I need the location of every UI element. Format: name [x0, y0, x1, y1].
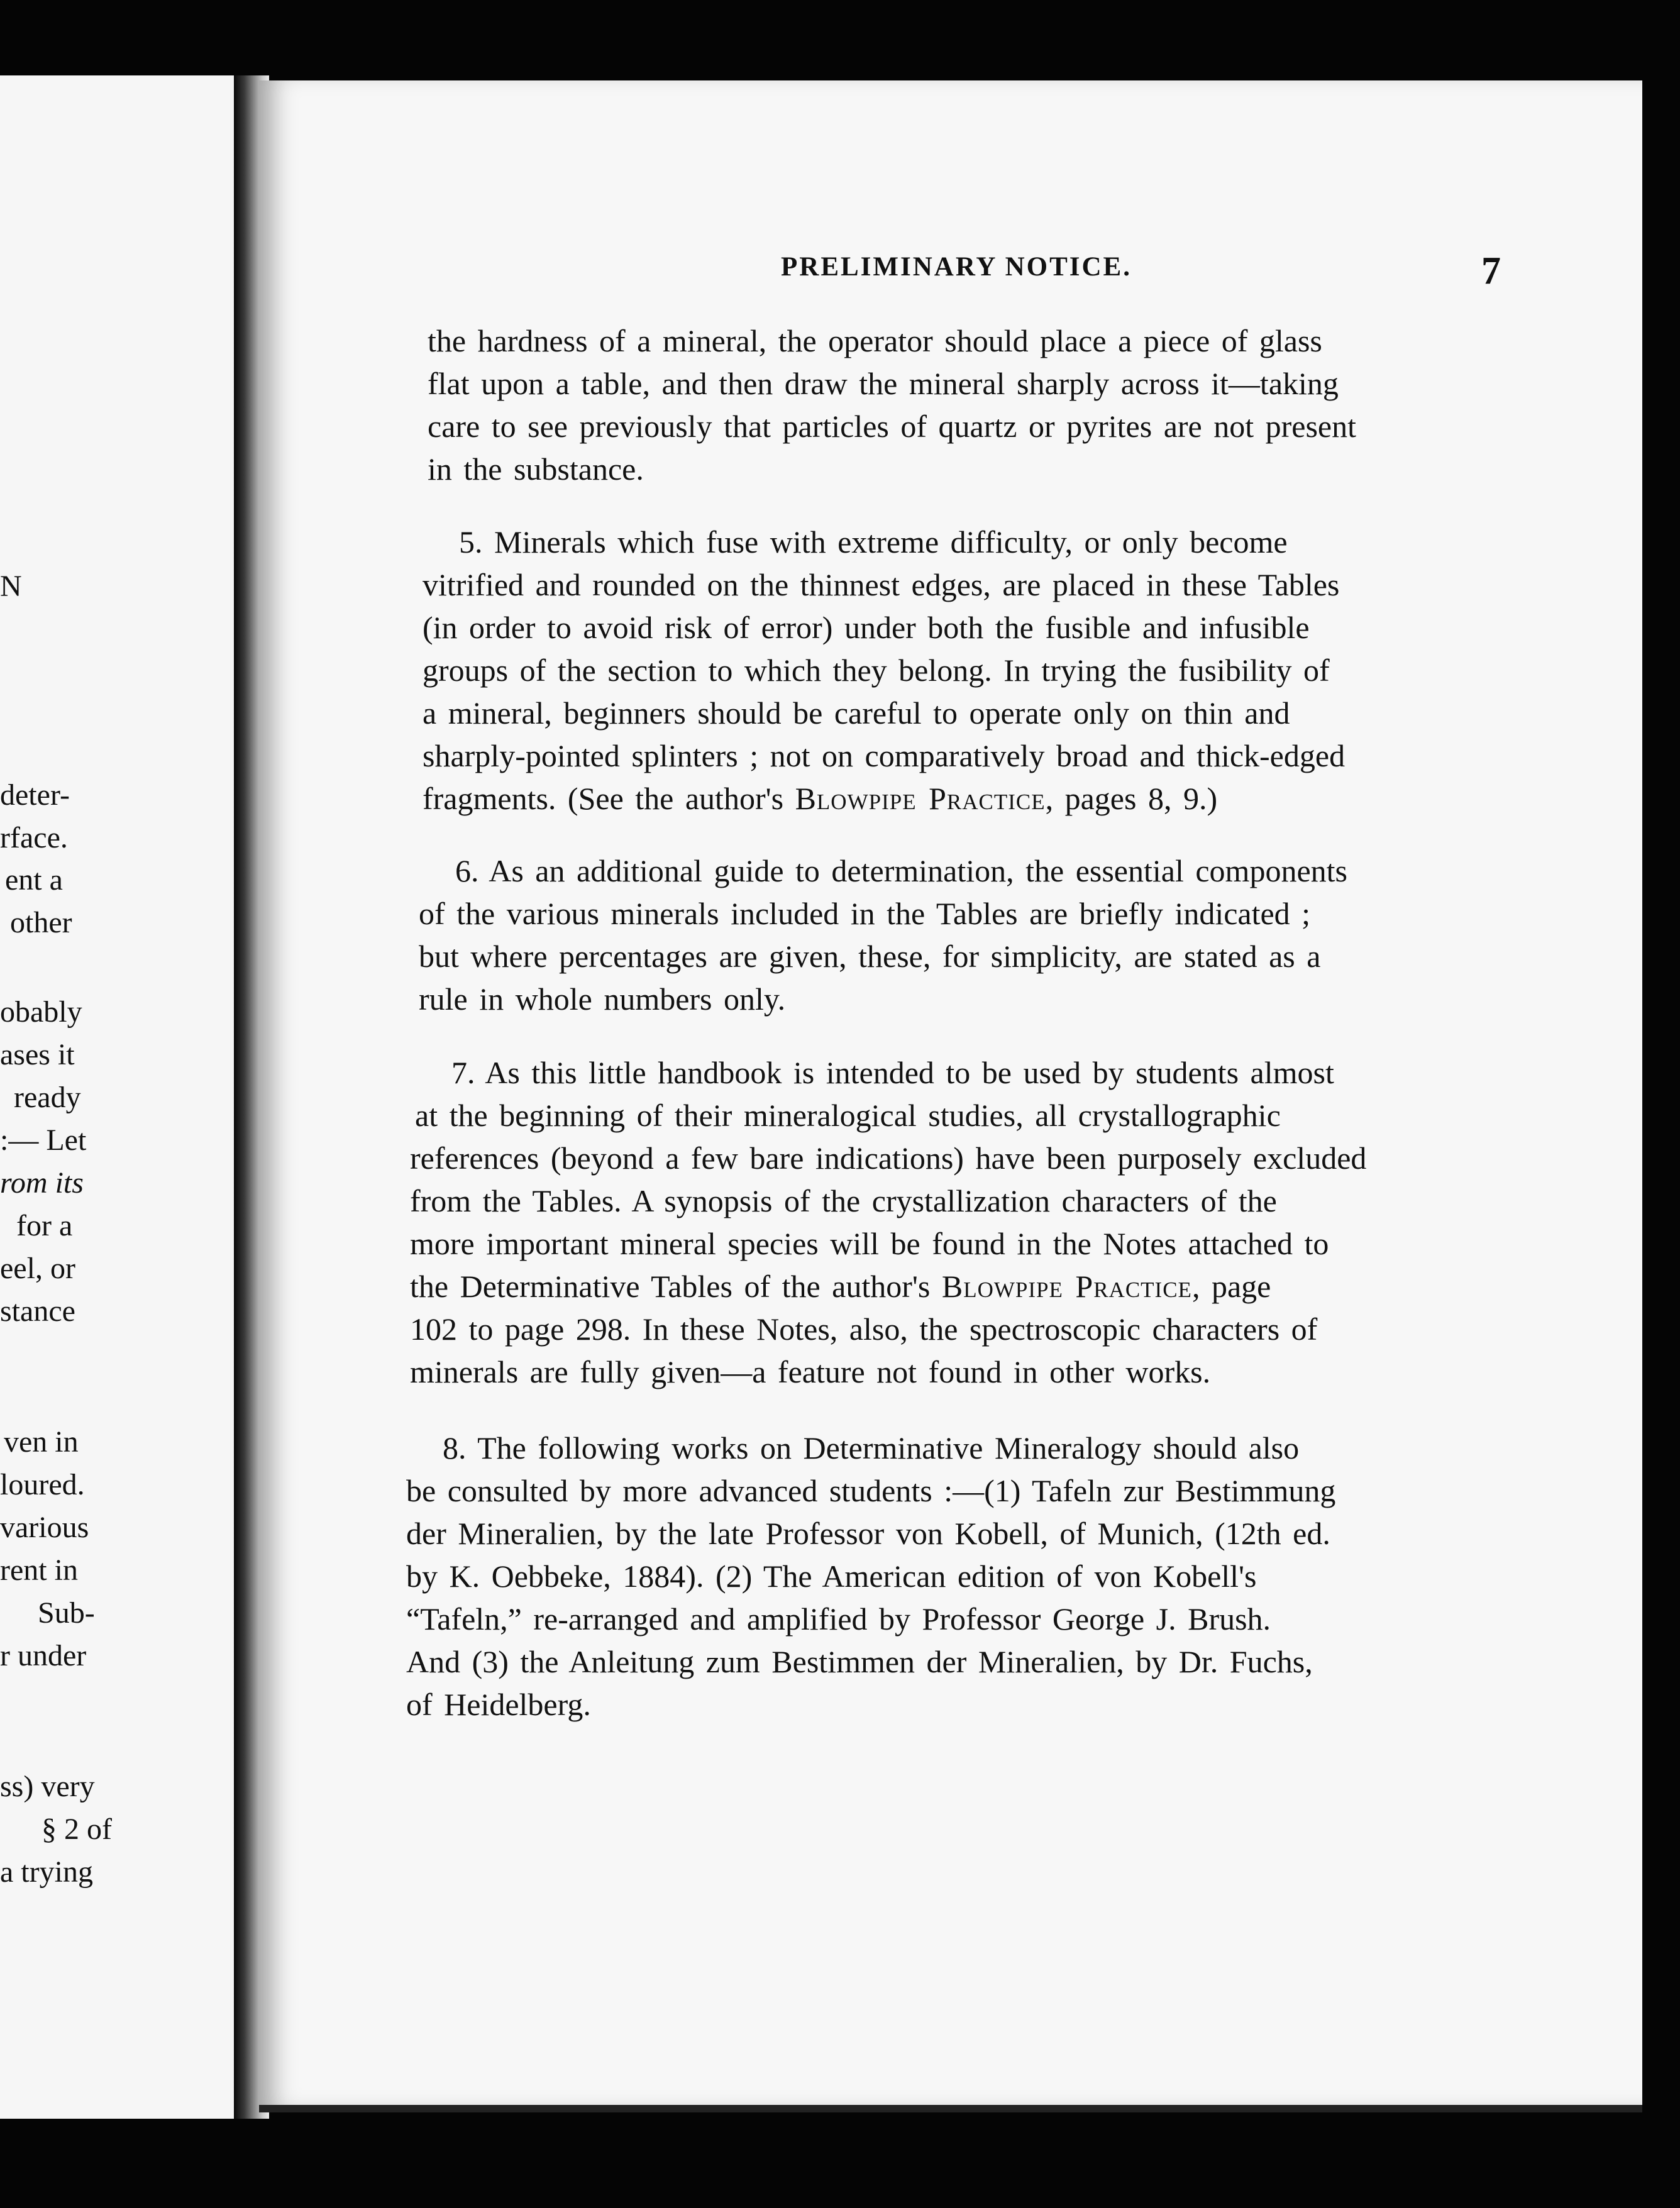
left-line: eel, or: [0, 1252, 75, 1285]
left-line: § 2 of: [41, 1813, 112, 1846]
page-number: 7: [1481, 250, 1501, 292]
left-line: N: [0, 570, 22, 603]
text-line: of the various minerals included in the Tables are briefly indicated ;: [419, 896, 1311, 931]
left-line: for a: [16, 1209, 73, 1242]
text-line: references (beyond a few bare indications) have been purposely excluded: [410, 1140, 1367, 1176]
text-line: And (3) the Anleitung zum Bestimmen der Mineralien, by Dr. Fuchs,: [406, 1644, 1313, 1679]
left-line: various: [0, 1511, 89, 1544]
text-line: der Mineralien, by the late Professor von Kobell, of Munich, (12th ed.: [406, 1516, 1330, 1551]
left-line: stance: [0, 1294, 75, 1328]
text-line: be consulted by more advanced students :—(1) Tafeln zur Bestimmung: [406, 1473, 1336, 1508]
text-line: 6. As an additional guide to determination, the essential components: [455, 853, 1347, 888]
text-line: groups of the section to which they belong. In trying the fusibility of: [423, 653, 1330, 688]
text-line: but where percentages are given, these, for simplicity, are stated as a: [419, 939, 1321, 974]
text-span: fragments. (See the author's: [423, 781, 795, 816]
text-line: by K. Oebbeke, 1884). (2) The American edition of von Kobell's: [406, 1559, 1257, 1594]
text-line: minerals are fully given—a feature not found in other works.: [410, 1354, 1211, 1389]
text-line: vitrified and rounded on the thinnest edges, are placed in these Tables: [423, 567, 1340, 602]
text-line: rule in whole numbers only.: [419, 981, 786, 1017]
text-span: , pages 8, 9.): [1045, 781, 1218, 816]
text-line: more important mineral species will be found in the Notes attached to: [410, 1226, 1329, 1261]
book-title-reference: Blowpipe Practice: [795, 781, 1046, 816]
left-line: other: [10, 906, 72, 939]
left-line: obably: [0, 995, 82, 1029]
text-span: , page: [1191, 1269, 1271, 1304]
text-line: [410, 1267, 1271, 1305]
left-line: rent in: [0, 1554, 78, 1587]
left-line: ven in: [4, 1425, 79, 1459]
text-line: 5. Minerals which fuse with extreme difficulty, or only become: [459, 524, 1288, 560]
left-line: Sub-: [38, 1596, 95, 1630]
left-line: :— Let: [0, 1123, 87, 1157]
text-line: flat upon a table, and then draw the mineral sharply across it—taking: [428, 366, 1339, 401]
left-line: r under: [0, 1639, 87, 1672]
left-line: ases it: [0, 1038, 75, 1071]
text-line: 8. The following works on Determinative Mineralogy should also: [443, 1430, 1300, 1466]
left-line: ent a: [5, 863, 63, 897]
left-line: ready: [14, 1081, 81, 1114]
text-line: [423, 780, 1217, 817]
text-line: (in order to avoid risk of error) under both the fusible and infusible: [423, 610, 1310, 645]
text-line: care to see previously that particles of quartz or pyrites are not present: [428, 409, 1357, 444]
book-title-reference: Blowpipe Practice: [941, 1269, 1192, 1304]
left-line: a trying: [0, 1855, 93, 1889]
text-line: sharply-pointed splinters ; not on comparatively broad and thick-edged: [423, 738, 1346, 773]
text-line: of Heidelberg.: [406, 1687, 591, 1722]
text-line: at the beginning of their mineralogical studies, all crystallographic: [415, 1098, 1281, 1133]
text-line: 7. As this little handbook is intended to be used by students almost: [451, 1055, 1334, 1090]
text-span: the Determinative Tables of the author's: [410, 1269, 942, 1304]
running-head: PRELIMINARY NOTICE.: [781, 252, 1132, 282]
text-line: “Tafeln,” re-arranged and amplified by Professor George J. Brush.: [406, 1601, 1271, 1637]
left-line: ss) very: [0, 1770, 95, 1803]
left-page-fragment: [0, 75, 258, 2119]
left-line: rface.: [0, 821, 68, 854]
left-line: rom its: [0, 1166, 84, 1200]
text-line: a mineral, beginners should be careful to operate only on thin and: [423, 695, 1290, 731]
text-line: the hardness of a mineral, the operator should place a piece of glass: [428, 323, 1322, 358]
text-line: from the Tables. A synopsis of the crystallization characters of the: [410, 1183, 1277, 1218]
text-line: in the substance.: [428, 451, 644, 487]
text-line: 102 to page 298. In these Notes, also, the spectroscopic characters of: [410, 1311, 1318, 1347]
left-line: deter-: [0, 778, 70, 812]
left-line: loured.: [0, 1468, 85, 1501]
page-bottom-edge: [259, 2105, 1642, 2112]
